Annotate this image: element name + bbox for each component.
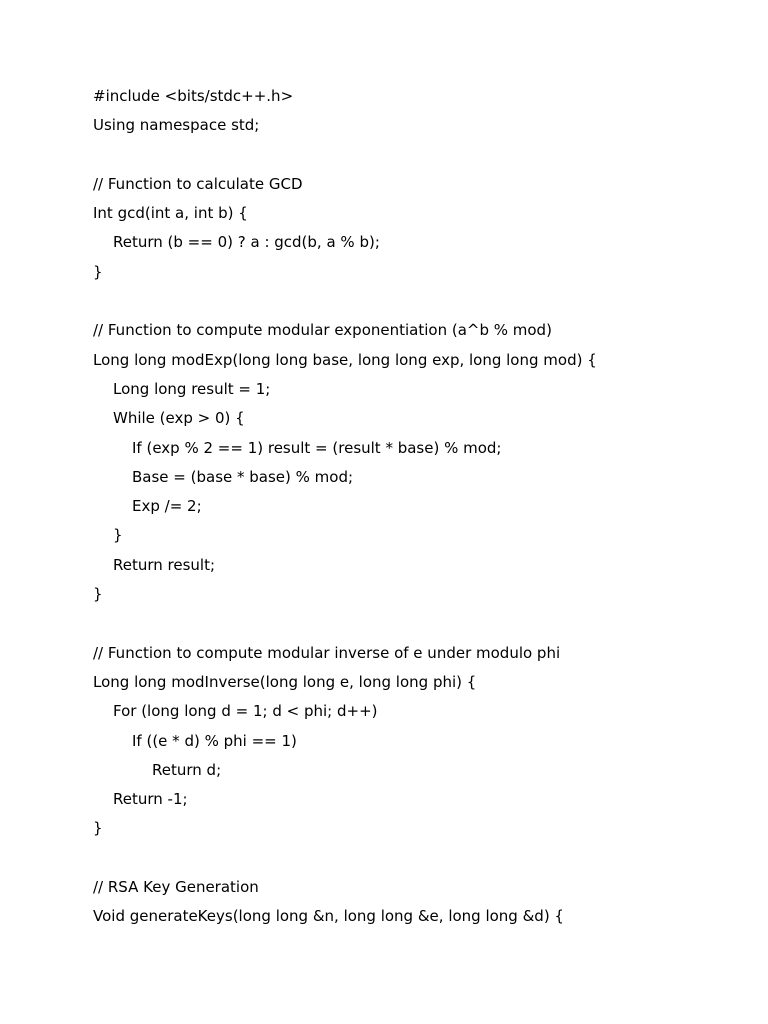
code-line: // Function to calculate GCD <box>93 174 303 193</box>
code-line: } <box>113 526 123 545</box>
code-line: Return -1; <box>113 790 188 809</box>
code-line: Long long result = 1; <box>113 379 271 398</box>
blank-line <box>93 141 733 170</box>
code-line: } <box>93 585 103 604</box>
code-line: Return d; <box>152 760 222 779</box>
code-line: Long long modInverse(long long e, long long phi) { <box>93 672 477 691</box>
code-line: // RSA Key Generation <box>93 878 259 897</box>
code-line: // Function to compute modular inverse of e under modulo phi <box>93 643 561 662</box>
code-line: Base = (base * base) % mod; <box>132 467 354 486</box>
blank-line <box>93 609 733 638</box>
code-line: // Function to compute modular exponentiation (a^b % mod) <box>93 321 552 340</box>
code-line: For (long long d = 1; d < phi; d++) <box>113 702 378 721</box>
code-line: If ((e * d) % phi == 1) <box>132 731 297 750</box>
code-line: Long long modExp(long long base, long long exp, long long mod) { <box>93 350 597 369</box>
code-line: } <box>93 819 103 838</box>
code-line: #include <bits/stdc++.h> <box>93 87 294 105</box>
code-line: Exp /= 2; <box>132 497 202 516</box>
code-line: Using namespace std; <box>93 116 260 135</box>
blank-line <box>93 844 733 873</box>
code-line: Int gcd(int a, int b) { <box>93 204 248 223</box>
code-line: Void generateKeys(long long &n, long long &e, long long &d) { <box>93 907 564 926</box>
code-line: If (exp % 2 == 1) result = (result * base) % mod; <box>132 438 502 457</box>
code-line: Return (b == 0) ? a : gcd(b, a % b); <box>113 233 380 252</box>
code-line: While (exp > 0) { <box>113 409 245 428</box>
blank-line <box>93 287 733 316</box>
code-line: } <box>93 262 103 281</box>
code-line: Return result; <box>113 555 216 574</box>
code-listing <box>93 82 733 932</box>
